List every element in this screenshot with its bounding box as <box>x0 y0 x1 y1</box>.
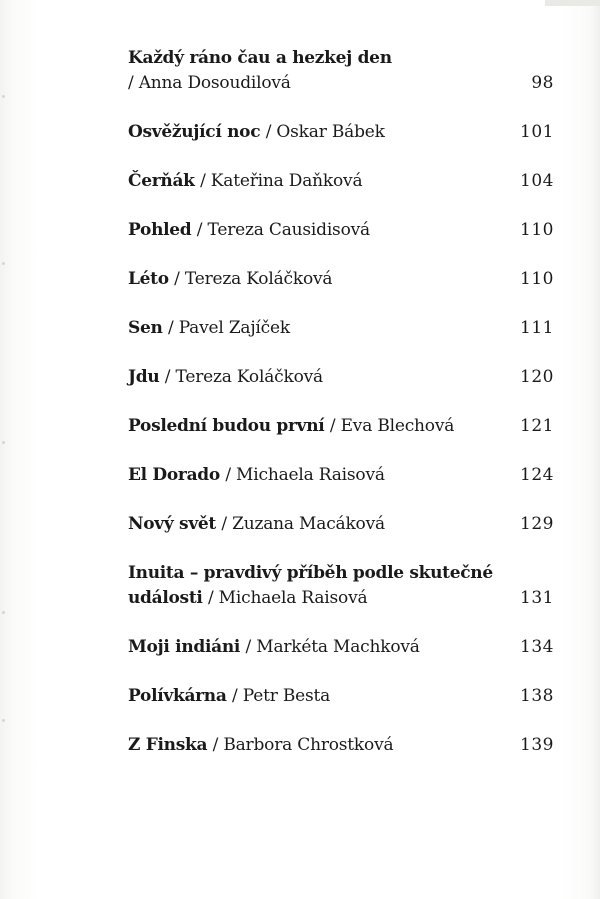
toc-entry <box>128 46 554 96</box>
toc-entry-title: Moji indiáni <box>128 637 241 657</box>
toc-entry-author: / Tereza Koláčková <box>164 367 323 387</box>
toc-entry <box>128 512 554 537</box>
toc-entry-title: Jdu <box>128 367 160 387</box>
toc-entry-text <box>128 169 554 194</box>
toc-entry-page-number: 104 <box>520 171 554 191</box>
toc-entry-author: / Oskar Bábek <box>265 122 385 142</box>
toc-entry-author: / Michaela Raisová <box>225 465 385 485</box>
toc-entry-author: / Zuzana Macáková <box>221 514 385 534</box>
toc-entry-text <box>128 635 554 660</box>
toc-entry-page-number: 129 <box>520 514 554 534</box>
toc-entry-page-number: 134 <box>520 637 554 657</box>
toc-entry-author: / Barbora Chrostková <box>212 735 394 755</box>
toc-entry-author: / Petr Besta <box>232 686 331 706</box>
page-corner-shade <box>545 0 600 6</box>
toc-entry-text <box>128 561 554 611</box>
toc-entry <box>128 463 554 488</box>
toc-entry-text <box>128 365 554 390</box>
toc-entry-text <box>128 684 554 709</box>
toc-entry-title: Nový svět <box>128 514 216 534</box>
toc-entry-page-number: 110 <box>520 220 554 240</box>
binding-hole-mark <box>2 719 5 722</box>
toc-entry-text <box>128 733 554 758</box>
toc-entry-title: Pohled <box>128 220 192 240</box>
toc-entry-text <box>128 120 554 145</box>
toc-entry-text <box>128 463 554 488</box>
toc-entry-text <box>128 316 554 341</box>
binding-hole-mark <box>2 611 5 614</box>
toc-entry-author: / Eva Blechová <box>329 416 455 436</box>
toc-entry-author: / Michaela Raisová <box>207 588 368 608</box>
toc-entry <box>128 635 554 660</box>
toc-entry-page-number: 101 <box>520 122 554 142</box>
toc-entry-text <box>128 414 554 439</box>
toc-entry-title: Čerňák <box>128 171 195 191</box>
toc-entry-title: Osvěžující noc <box>128 122 261 142</box>
table-of-contents <box>128 46 554 782</box>
toc-entry <box>128 169 554 194</box>
toc-entry-title: Z Finska <box>128 735 208 755</box>
toc-entry <box>128 267 554 292</box>
toc-entry-page-number: 139 <box>520 735 554 755</box>
toc-entry-title: El Dorado <box>128 465 220 485</box>
toc-entry-text <box>128 46 554 96</box>
toc-entry-title: Sen <box>128 318 163 338</box>
toc-entry-page-number: 98 <box>531 73 554 93</box>
toc-entry-text <box>128 218 554 243</box>
toc-entry-title: Poslední budou první <box>128 416 325 436</box>
binding-hole-mark <box>2 95 5 98</box>
toc-entry-title: Léto <box>128 269 169 289</box>
toc-entry-text <box>128 512 554 537</box>
toc-entry <box>128 561 554 611</box>
toc-entry-page-number: 121 <box>520 416 554 436</box>
binding-hole-mark <box>2 441 5 444</box>
toc-entry-page-number: 110 <box>520 269 554 289</box>
toc-entry <box>128 684 554 709</box>
toc-entry-page-number: 131 <box>520 588 554 608</box>
toc-entry-author: / Tereza Koláčková <box>174 269 333 289</box>
binding-hole-mark <box>2 262 5 265</box>
toc-entry-title: Polívkárna <box>128 686 227 706</box>
toc-entry <box>128 414 554 439</box>
toc-entry <box>128 365 554 390</box>
toc-entry <box>128 733 554 758</box>
toc-entry-title: Inuita – pravdivý příběh podle skutečné události <box>128 563 493 608</box>
toc-entry-page-number: 111 <box>520 318 554 338</box>
toc-entry-text <box>128 267 554 292</box>
toc-entry-author: / Tereza Causidisová <box>196 220 370 240</box>
toc-entry <box>128 218 554 243</box>
toc-entry-page-number: 138 <box>520 686 554 706</box>
toc-entry-author: / Kateřina Daňková <box>200 171 363 191</box>
toc-entry-author: / Markéta Machková <box>245 637 420 657</box>
toc-entry-page-number: 124 <box>520 465 554 485</box>
toc-entry-title: Každý ráno čau a hezkej den <box>128 48 392 68</box>
toc-entry <box>128 120 554 145</box>
toc-entry-page-number: 120 <box>520 367 554 387</box>
toc-entry-author: / Anna Dosoudilová <box>128 73 291 93</box>
toc-entry-author: / Pavel Zajíček <box>167 318 290 338</box>
toc-entry <box>128 316 554 341</box>
